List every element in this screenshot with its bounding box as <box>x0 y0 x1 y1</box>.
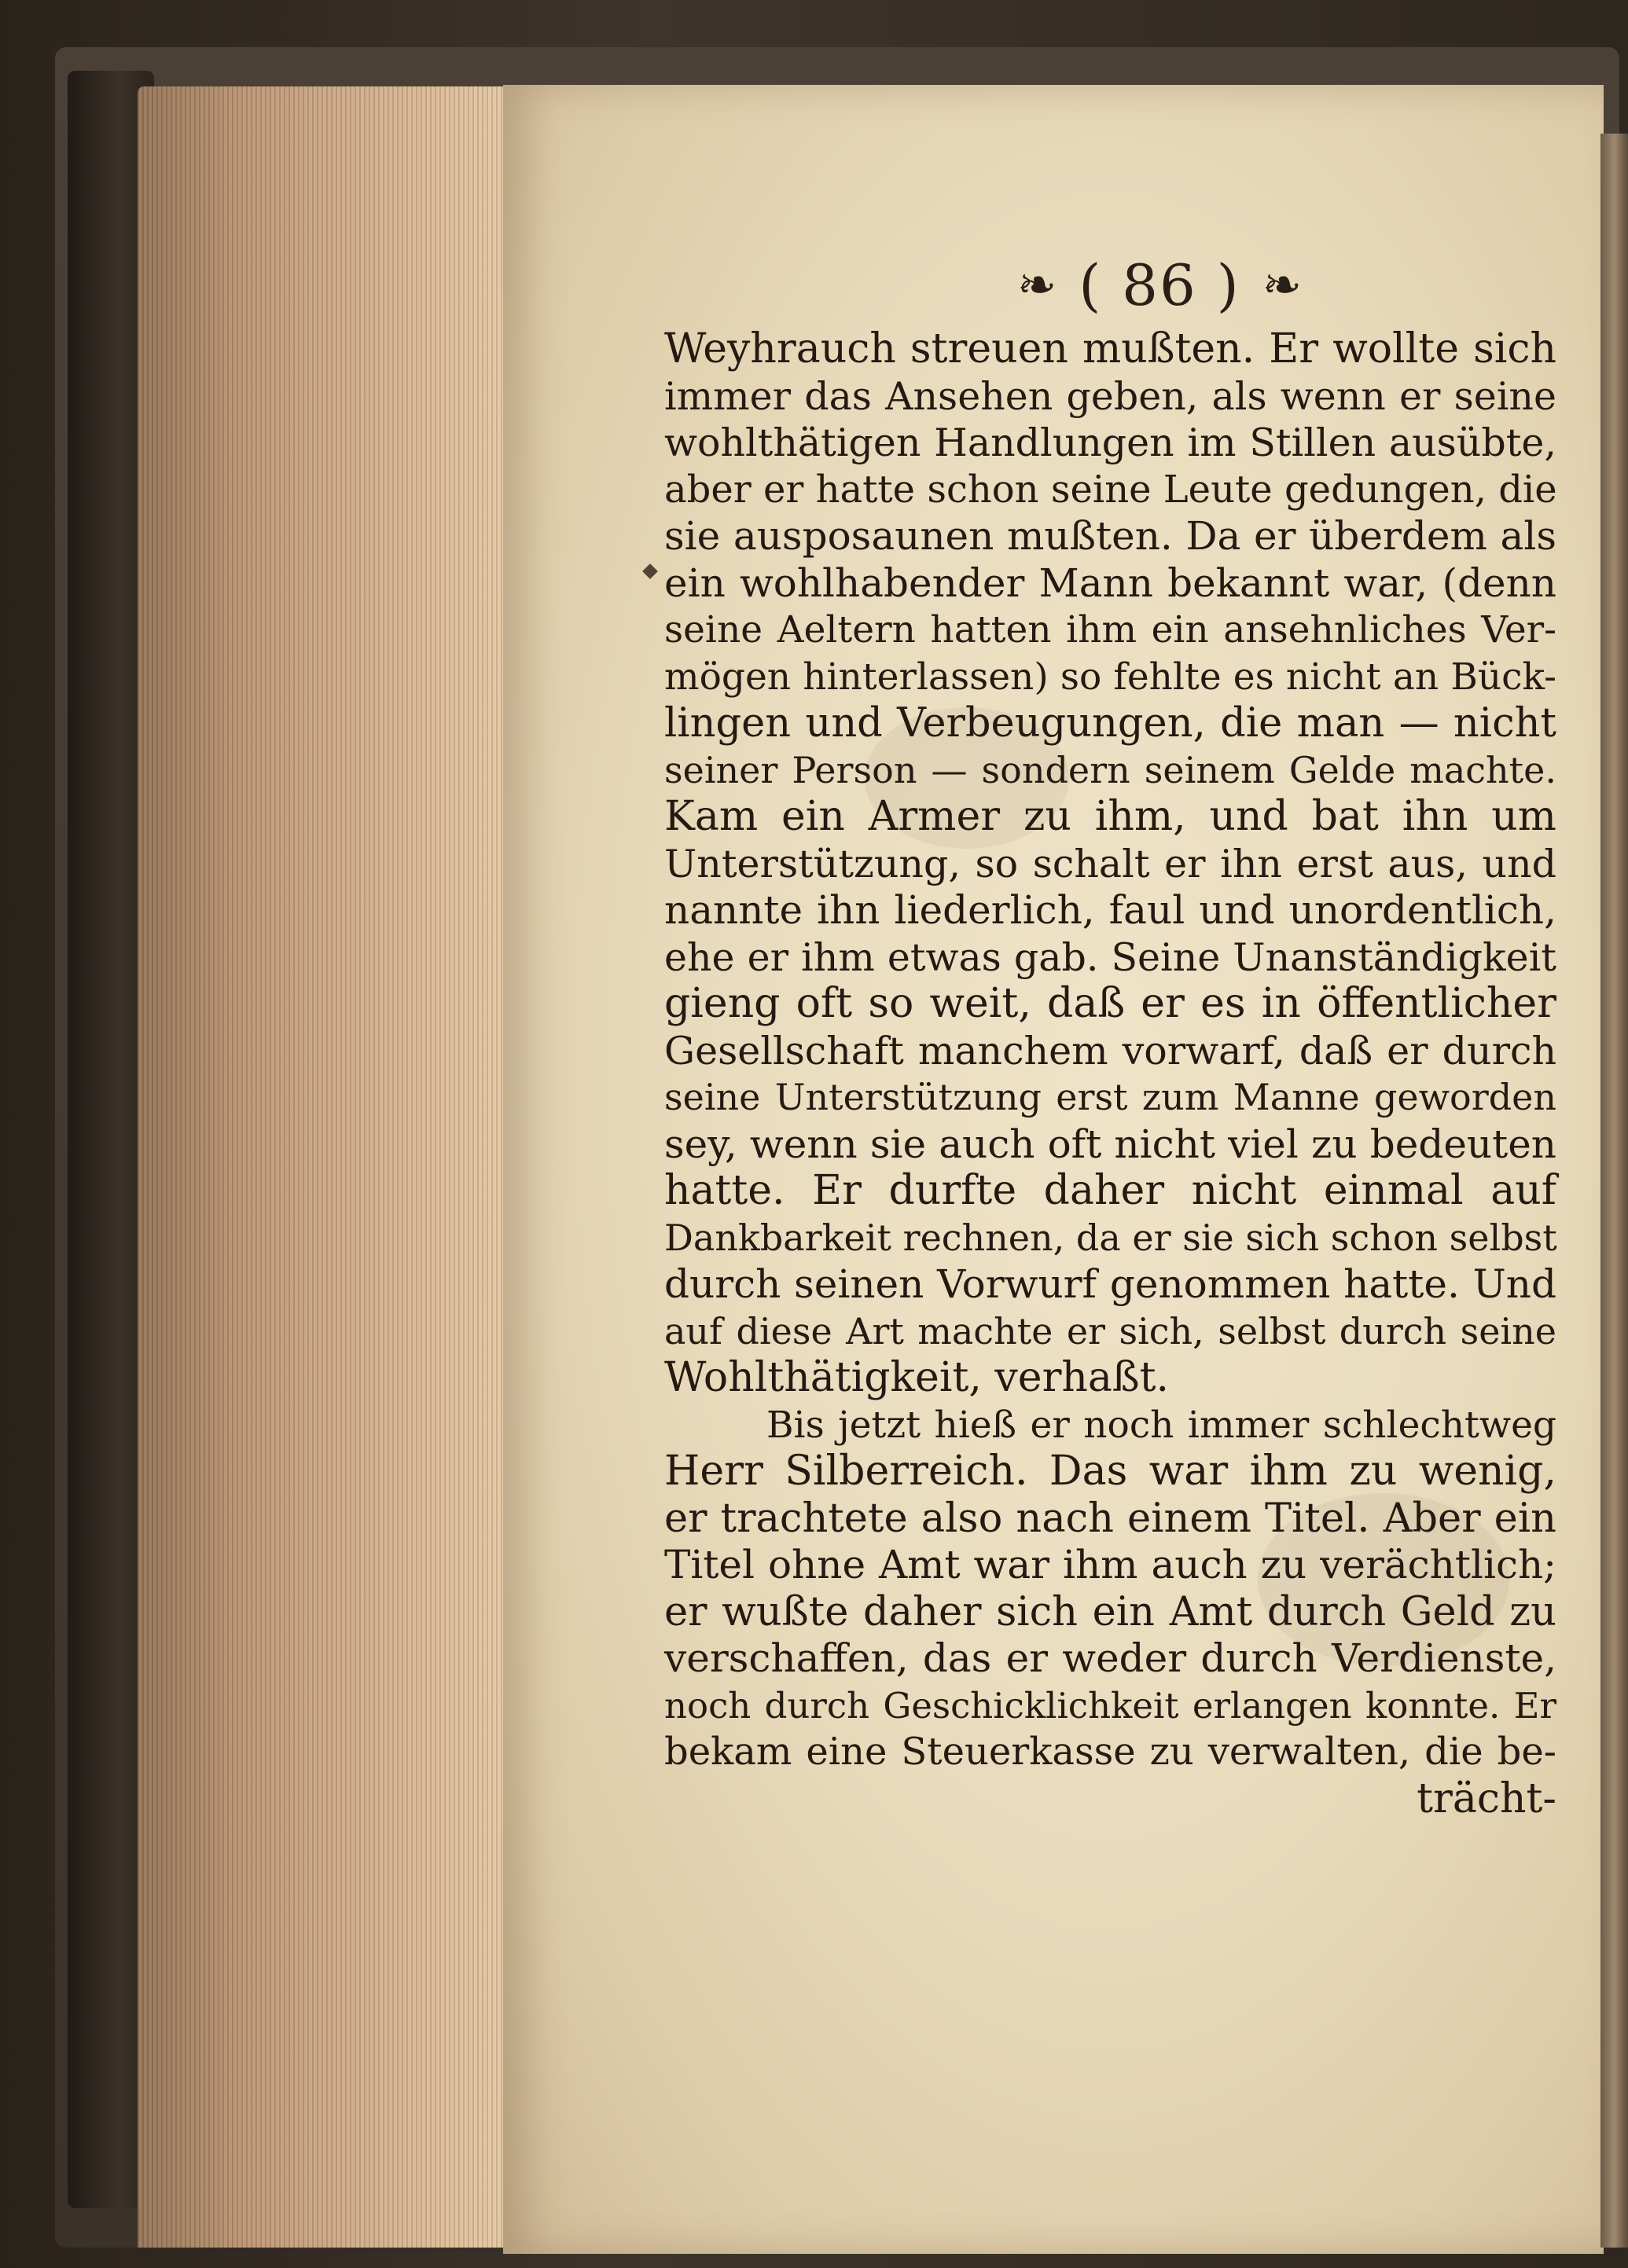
text-line: Kam ein Armer zu ihm, und bat ihn um <box>664 793 1556 840</box>
text-line: Unterstützung, so schalt er ihn erst aus, und <box>664 841 1556 886</box>
facing-page-edge <box>1600 134 1628 2248</box>
text-line: mögen hinterlassen) so fehlte es nicht an Bück- <box>664 655 1556 699</box>
text-line: er wußte daher sich ein Amt durch Geld zu <box>664 1588 1556 1635</box>
text-line: noch durch Geschicklichkeit erlangen konnte. Er <box>664 1684 1556 1727</box>
text-line: seiner Person — sondern seinem Gelde machte. <box>664 748 1556 791</box>
text-line: wohlthätigen Handlungen im Stillen ausübte, <box>664 420 1556 465</box>
text-line: Herr Silberreich. Das war ihm zu wenig, <box>664 1448 1556 1495</box>
page-edges <box>138 86 515 2248</box>
text-line: sie ausposaunen mußten. Da er überdem als <box>664 513 1556 559</box>
ornament-left-icon: ❧ <box>1016 258 1057 313</box>
text-line: auf diese Art machte er sich, selbst durch seine <box>664 1309 1556 1352</box>
text-line: aber er hatte schon seine Leute gedungen, die <box>664 467 1557 512</box>
text-line: ein wohlhabender Mann bekannt war, (denn <box>664 560 1556 606</box>
text-line: lingen und Verbeugungen, die man — nicht <box>664 700 1556 747</box>
text-line: Bis jetzt hieß er noch immer schlechtweg <box>766 1403 1556 1447</box>
text-line: seine Aeltern hatten ihm ein ansehnliches Ver- <box>664 608 1556 651</box>
text-line: verschaffen, das er weder durch Verdienste, <box>664 1635 1556 1681</box>
text-line: Gesellschaft manchem vorwarf, daß er durch <box>664 1028 1556 1073</box>
page-number: ( 86 ) <box>1079 252 1240 318</box>
text-line: sey, wenn sie auch oft nicht viel zu bedeuten <box>664 1121 1556 1167</box>
body-text <box>664 326 1556 1822</box>
page-header <box>947 242 1372 328</box>
text-line: bekam eine Steuerkasse zu verwalten, die be- <box>664 1730 1556 1774</box>
text-line: Titel ohne Amt war ihm auch zu verächtlich; <box>664 1542 1556 1587</box>
text-line: Weyhrauch streuen mußten. Er wollte sich <box>664 325 1556 372</box>
text-line: hatte. Er durfte daher nicht einmal auf <box>664 1167 1556 1214</box>
text-line: immer das Ansehen geben, als wenn er seine <box>664 373 1556 419</box>
text-line: nannte ihn liederlich, faul und unordentlich, <box>664 887 1556 933</box>
text-line: ehe er ihm etwas gab. Seine Unanständigkeit <box>664 934 1556 980</box>
text-line: Dankbarkeit rechnen, da er sie sich schon selbst <box>664 1216 1557 1259</box>
text-line: seine Unterstützung erst zum Manne geworden <box>664 1076 1556 1118</box>
text-line: durch seinen Vorwurf genommen hatte. Und <box>664 1261 1556 1307</box>
text-line: Wohlthätigkeit, verhaßt. <box>664 1354 1170 1401</box>
catchword: trächt- <box>1417 1774 1556 1822</box>
text-line: er trachtete also nach einem Titel. Aber ein <box>664 1495 1556 1542</box>
text-line: gieng oft so weit, daß er es in öffentlicher <box>664 980 1556 1027</box>
ornament-right-icon: ❧ <box>1262 258 1303 313</box>
